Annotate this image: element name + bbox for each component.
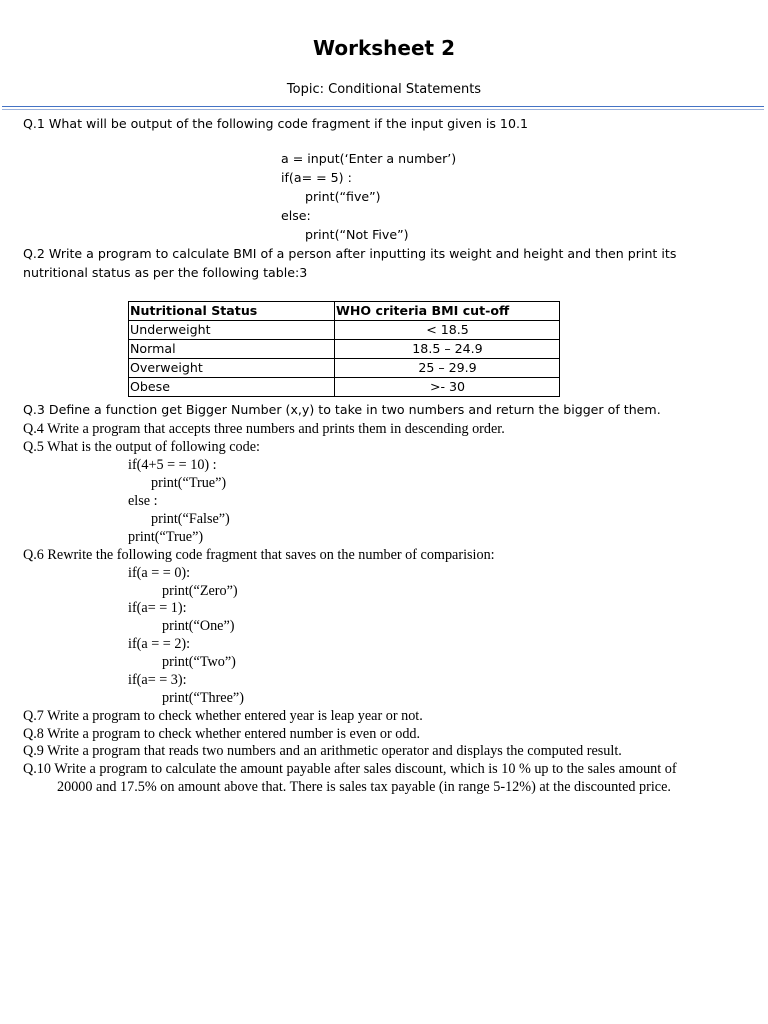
bmi-table (128, 301, 560, 397)
table-row (129, 359, 560, 378)
table-cell: 25 – 29.9 (335, 359, 560, 378)
question-1: Q.1 What will be output of the following code fragment if the input given is 10.1 (23, 116, 528, 131)
table-header-cell: WHO criteria BMI cut-off (335, 302, 560, 321)
table-cell: Overweight (129, 359, 335, 378)
table-cell: < 18.5 (335, 321, 560, 340)
q1-code-line: print(“Not Five”) (305, 227, 409, 242)
question-3: Q.3 Define a function get Bigger Number (x,y) to take in two numbers and return the bigger of them. (23, 402, 661, 417)
q5-code-line: if(4+5 = = 10) : (128, 457, 217, 473)
q6-code-line: print(“Zero”) (162, 583, 238, 599)
question-10-continued: 20000 and 17.5% on amount above that. There is sales tax payable (in range 5-12%) at the discounted price. (57, 779, 671, 795)
q1-code-line: else: (281, 208, 311, 223)
table-cell: >- 30 (335, 378, 560, 397)
table-row (129, 321, 560, 340)
table-header-row (129, 302, 560, 321)
q6-code-line: print(“One”) (162, 618, 235, 634)
question-8: Q.8 Write a program to check whether entered number is even or odd. (23, 726, 421, 742)
question-5: Q.5 What is the output of following code: (23, 439, 260, 455)
q6-code-line: if(a= = 1): (128, 600, 187, 616)
question-10: Q.10 Write a program to calculate the amount payable after sales discount, which is 10 % up to the sales amount of (23, 761, 677, 777)
question-2-continued: nutritional status as per the following table:3 (23, 265, 308, 280)
table-header-cell: Nutritional Status (129, 302, 335, 321)
header-divider-secondary (2, 109, 764, 110)
header-divider (2, 106, 764, 107)
table-cell: 18.5 – 24.9 (335, 340, 560, 359)
table-row (129, 378, 560, 397)
table-cell: Obese (129, 378, 335, 397)
q5-code-line: print(“False”) (151, 511, 230, 527)
table-cell: Underweight (129, 321, 335, 340)
table-row (129, 340, 560, 359)
question-2: Q.2 Write a program to calculate BMI of a person after inputting its weight and height and then print its (23, 246, 677, 261)
table-cell: Normal (129, 340, 335, 359)
q1-code-line: print(“five”) (305, 189, 381, 204)
q6-code-line: print(“Three”) (162, 690, 244, 706)
question-9: Q.9 Write a program that reads two numbers and an arithmetic operator and displays the computed result. (23, 743, 622, 759)
q5-code-line: print(“True”) (128, 529, 204, 545)
q1-code-line: if(a= = 5) : (281, 170, 352, 185)
question-7: Q.7 Write a program to check whether entered year is leap year or not. (23, 708, 423, 724)
q6-code-line: if(a = = 0): (128, 565, 191, 581)
q6-code-line: print(“Two”) (162, 654, 236, 670)
worksheet-title: Worksheet 2 (313, 36, 455, 60)
question-6: Q.6 Rewrite the following code fragment that saves on the number of comparision: (23, 547, 495, 563)
q6-code-line: if(a= = 3): (128, 672, 187, 688)
q6-code-line: if(a = = 2): (128, 636, 191, 652)
question-4: Q.4 Write a program that accepts three numbers and prints them in descending order. (23, 421, 505, 437)
topic-subtitle: Topic: Conditional Statements (286, 82, 482, 97)
q5-code-line: else : (128, 493, 158, 509)
q5-code-line: print(“True”) (151, 475, 227, 491)
q1-code-line: a = input(‘Enter a number’) (281, 151, 457, 166)
